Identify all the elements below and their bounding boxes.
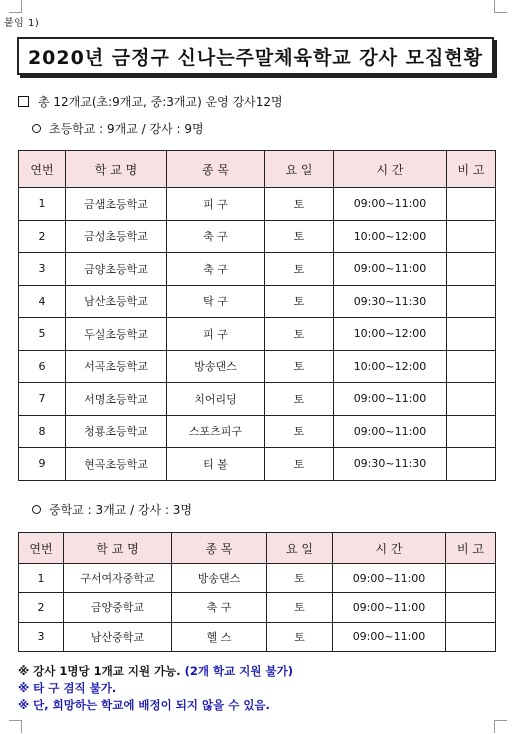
day-cell: 토 [265, 415, 334, 448]
time-cell: 09:00~11:00 [334, 415, 447, 448]
sport-name-cell: 스포츠피구 [167, 415, 265, 448]
note-cell [446, 622, 496, 651]
day-cell: 토 [267, 564, 333, 593]
row-number-cell: 5 [19, 318, 66, 351]
school-name-cell: 금성초등학교 [66, 220, 167, 253]
row-number-cell: 9 [19, 448, 66, 481]
sport-name-cell: 탁 구 [167, 285, 265, 318]
elementary-header-row [19, 151, 496, 188]
day-cell: 토 [265, 188, 334, 221]
summary-text: 총 12개교(초:9개교, 중:3개교) 운영 강사12명 [38, 95, 283, 109]
time-cell: 09:30~11:30 [334, 448, 447, 481]
crop-mark-top-right [494, 0, 507, 13]
day-cell: 토 [265, 285, 334, 318]
col-header-sport: 종 목 [172, 533, 267, 564]
school-name-cell: 금양중학교 [64, 593, 172, 622]
crop-mark-top-left [9, 0, 22, 13]
row-number-cell: 3 [19, 622, 64, 651]
day-cell: 토 [265, 383, 334, 416]
col-header-note: 비 고 [446, 533, 496, 564]
elementary-table [18, 150, 496, 481]
sport-name-cell: 헬 스 [172, 622, 267, 651]
row-number-cell: 3 [19, 253, 66, 286]
table-row [19, 350, 496, 383]
col-header-number: 연번 [19, 533, 64, 564]
summary-line [18, 93, 283, 110]
time-cell: 10:00~12:00 [334, 220, 447, 253]
note-line-2: ※ 타 구 겸직 불가. [18, 681, 117, 695]
notes-block [18, 663, 293, 714]
document-title-box [17, 37, 494, 75]
note-cell [447, 350, 496, 383]
note-cell [447, 253, 496, 286]
school-name-cell: 구서여자중학교 [64, 564, 172, 593]
sport-name-cell: 방송댄스 [172, 564, 267, 593]
day-cell: 토 [265, 350, 334, 383]
square-bullet-icon [18, 96, 29, 107]
sport-name-cell: 방송댄스 [167, 350, 265, 383]
circle-bullet-icon [32, 124, 41, 133]
crop-mark-bottom-left [9, 720, 22, 733]
note-line-1 [18, 663, 293, 680]
note-cell [447, 220, 496, 253]
middle-header-row [19, 533, 496, 564]
day-cell: 토 [267, 593, 333, 622]
time-cell: 09:00~11:00 [333, 564, 446, 593]
sport-name-cell: 치어리딩 [167, 383, 265, 416]
school-name-cell: 서명초등학교 [66, 383, 167, 416]
note-line-1-main: ※ 강사 1명당 1개교 지원 가능. [18, 664, 185, 678]
sport-name-cell: 티 볼 [167, 448, 265, 481]
elementary-heading: 초등학교 : 9개교 / 강사 : 9명 [49, 122, 204, 136]
row-number-cell: 6 [19, 350, 66, 383]
school-name-cell: 두실초등학교 [66, 318, 167, 351]
day-cell: 토 [265, 318, 334, 351]
note-cell [447, 448, 496, 481]
day-cell: 토 [265, 220, 334, 253]
table-row [19, 253, 496, 286]
table-row [19, 383, 496, 416]
col-header-note: 비 고 [447, 151, 496, 188]
note-cell [447, 383, 496, 416]
middle-heading: 중학교 : 3개교 / 강사 : 3명 [49, 503, 193, 517]
school-name-cell: 서곡초등학교 [66, 350, 167, 383]
row-number-cell: 8 [19, 415, 66, 448]
table-row [19, 415, 496, 448]
row-number-cell: 4 [19, 285, 66, 318]
col-header-day: 요 일 [265, 151, 334, 188]
note-line-1-blue: (2개 학교 지원 불가) [184, 664, 293, 678]
sport-name-cell: 피 구 [167, 318, 265, 351]
note-cell [446, 564, 496, 593]
row-number-cell: 1 [19, 564, 64, 593]
table-row [19, 564, 496, 593]
col-header-sport: 종 목 [167, 151, 265, 188]
table-row [19, 448, 496, 481]
note-cell [446, 593, 496, 622]
col-header-time: 시 간 [333, 533, 446, 564]
sport-name-cell: 축 구 [172, 593, 267, 622]
col-header-school: 학 교 명 [66, 151, 167, 188]
attachment-label: 붙임 1) [4, 18, 40, 29]
school-name-cell: 현곡초등학교 [66, 448, 167, 481]
elementary-heading-line [32, 120, 204, 137]
time-cell: 09:00~11:00 [333, 593, 446, 622]
time-cell: 10:00~12:00 [334, 350, 447, 383]
time-cell: 09:30~11:30 [334, 285, 447, 318]
school-name-cell: 금양초등학교 [66, 253, 167, 286]
col-header-number: 연번 [19, 151, 66, 188]
sport-name-cell: 축 구 [167, 220, 265, 253]
middle-school-table [18, 532, 496, 652]
school-name-cell: 남산초등학교 [66, 285, 167, 318]
table-row [19, 188, 496, 221]
crop-mark-bottom-right [494, 720, 507, 733]
school-name-cell: 금샘초등학교 [66, 188, 167, 221]
row-number-cell: 7 [19, 383, 66, 416]
table-row [19, 318, 496, 351]
col-header-day: 요 일 [267, 533, 333, 564]
time-cell: 09:00~11:00 [334, 383, 447, 416]
sport-name-cell: 피 구 [167, 188, 265, 221]
school-name-cell: 남산중학교 [64, 622, 172, 651]
circle-bullet-icon [32, 505, 41, 514]
col-header-time: 시 간 [334, 151, 447, 188]
note-cell [447, 188, 496, 221]
table-row [19, 593, 496, 622]
row-number-cell: 2 [19, 220, 66, 253]
day-cell: 토 [265, 448, 334, 481]
table-row [19, 622, 496, 651]
time-cell: 09:00~11:00 [334, 188, 447, 221]
day-cell: 토 [267, 622, 333, 651]
sport-name-cell: 축 구 [167, 253, 265, 286]
note-cell [447, 285, 496, 318]
time-cell: 10:00~12:00 [334, 318, 447, 351]
table-row [19, 220, 496, 253]
document-title: 2020년 금정구 신나는주말체육학교 강사 모집현황 [27, 46, 484, 69]
middle-heading-line [32, 501, 192, 518]
note-cell [447, 318, 496, 351]
time-cell: 09:00~11:00 [333, 622, 446, 651]
school-name-cell: 청룡초등학교 [66, 415, 167, 448]
col-header-school: 학 교 명 [64, 533, 172, 564]
note-cell [447, 415, 496, 448]
table-row [19, 285, 496, 318]
day-cell: 토 [265, 253, 334, 286]
row-number-cell: 2 [19, 593, 64, 622]
time-cell: 09:00~11:00 [334, 253, 447, 286]
note-line-3: ※ 단, 희망하는 학교에 배정이 되지 않을 수 있음. [18, 698, 270, 712]
row-number-cell: 1 [19, 188, 66, 221]
